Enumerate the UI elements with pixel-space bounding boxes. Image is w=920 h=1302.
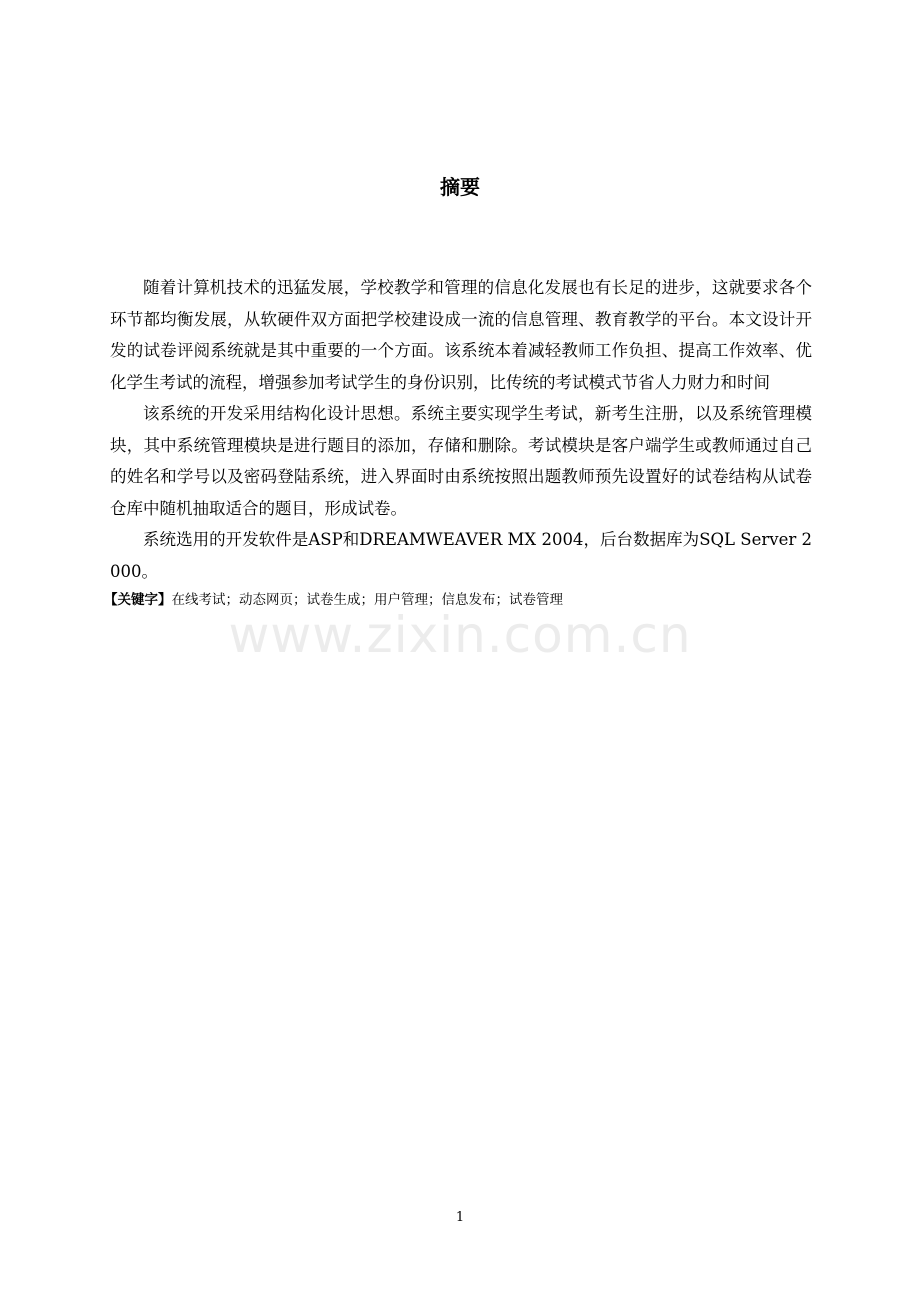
- abstract-paragraph-3: 系统选用的开发软件是ASP和DREAMWEAVER MX 2004，后台数据库为SQL Server 2000。: [110, 530, 812, 581]
- keywords-label: 【关键字】: [104, 592, 172, 608]
- keywords-line: [104, 587, 812, 613]
- abstract-body: [104, 272, 812, 613]
- keywords-text: 在线考试；动态网页；试卷生成；用户管理；信息发布；试卷管理: [171, 592, 563, 608]
- abstract-paragraph-2: 该系统的开发采用结构化设计思想。系统主要实现学生考试，新考生注册，以及系统管理模块，其中系统管理模块是进行题目的添加，存储和删除。考试模块是客户端学生或教师通过自己的姓名和学号以及密码登陆系统，进入界面时由系统按照出题教师预先设置好的试卷结构从试卷仓库中随机抽取适合的题目，形成试卷。: [110, 404, 812, 518]
- page-number: 1: [455, 1210, 465, 1225]
- watermark: www.zixin.com.cn: [228, 606, 692, 664]
- abstract-title: 摘要: [440, 175, 480, 199]
- abstract-paragraph-1: 随着计算机技术的迅猛发展，学校教学和管理的信息化发展也有长足的进步，这就要求各个环节都均衡发展，从软硬件双方面把学校建设成一流的信息管理、教育教学的平台。本文设计开发的试卷评阅系统就是其中重要的一个方面。该系统本着减轻教师工作负担、提高工作效率、优化学生考试的流程，增强参加考试学生的身份识别，比传统的考试模式节省人力财力和时间: [110, 278, 812, 392]
